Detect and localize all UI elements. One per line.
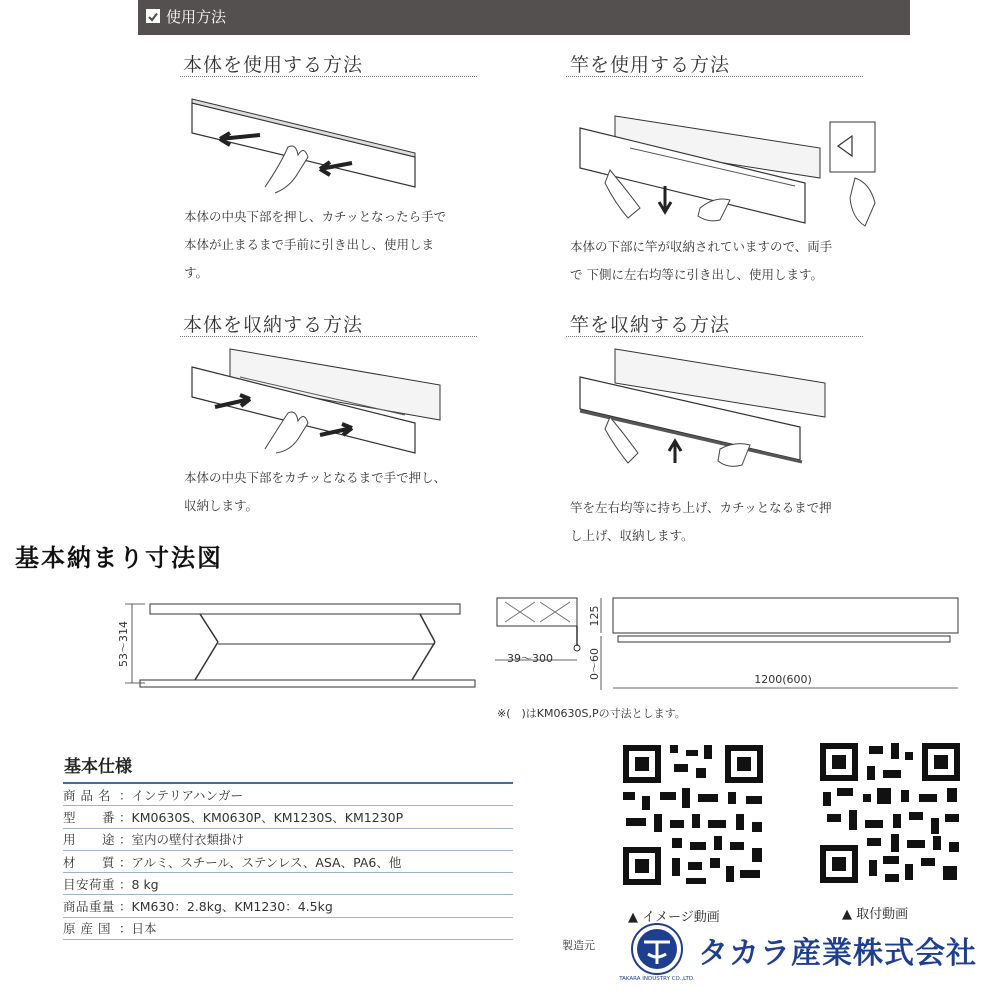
body-store-illustration [180, 345, 450, 455]
hand-icon [698, 199, 730, 221]
width-label: 1200(600) [754, 673, 812, 686]
hand-icon [718, 444, 750, 467]
table-row [63, 873, 513, 895]
spec-value: ：KM0630S、KM0630P、KM1230S、KM1230P [119, 806, 513, 828]
section-desc-body-use: 本体の中央下部を押し、カチッとなったら手で 本体が止まるまで手前に引き出し、使用しま す。 [184, 209, 447, 280]
section-desc-body-store: 本体の中央下部をカチッとなるまで手で押し、 収納します。 [184, 470, 447, 513]
spec-label: 用 途 [63, 828, 119, 850]
maker-label: 製造元 [562, 939, 595, 952]
section-divider [566, 336, 863, 337]
qr-code-image-video[interactable] [608, 730, 778, 900]
spec-value: ：インテリアハンガー [119, 783, 513, 806]
section-title-pole-store: 竿を収納する方法 [570, 314, 731, 336]
spec-value: ：室内の壁付衣類掛け [119, 828, 513, 850]
qr-caption-image-video: ▲ イメージ動画 [628, 910, 720, 925]
pole-use-illustration [570, 108, 880, 233]
spec-value: ：アルミ、スチール、ステンレス、ASA、PA6、他 [119, 850, 513, 872]
section-desc-pole-use: 本体の下部に竿が収納されていますので、両手 で 下側に左右均等に引き出し、使用します。 [570, 239, 833, 282]
spec-label: 商品重量 [63, 895, 119, 917]
table-row [63, 783, 513, 806]
table-row [63, 806, 513, 828]
front-dimension-drawing [588, 590, 968, 700]
section-divider [180, 336, 477, 337]
depth-range-label: 39〜300 [507, 652, 553, 665]
spec-table [63, 782, 513, 940]
pole-store-illustration [570, 345, 840, 475]
spec-title: 基本仕様 [64, 757, 132, 777]
body-use-illustration [180, 95, 430, 195]
table-row [63, 917, 513, 939]
spec-label: 原 産 国 [63, 917, 119, 939]
header-title: 使用方法 [166, 8, 227, 26]
spec-label: 材 質 [63, 850, 119, 872]
height-range-label: 53〜314 [117, 621, 130, 667]
company-name: タカラ産業株式会社 [698, 936, 977, 971]
company-logo [619, 920, 695, 982]
section-header-bar [138, 0, 910, 35]
table-row [63, 895, 513, 917]
top-height-label: 125 [588, 605, 601, 627]
section-title-body-store: 本体を収納する方法 [183, 314, 364, 336]
table-row [63, 850, 513, 872]
side-dimension-drawing [100, 590, 480, 700]
spec-label: 商 品 名 [63, 783, 119, 806]
table-row [63, 828, 513, 850]
dimension-note: ※( )はKM0630S,Pの寸法とします。 [497, 707, 686, 720]
hand-icon [265, 412, 308, 453]
section-divider [566, 76, 863, 77]
section-title-pole-use: 竿を使用する方法 [570, 54, 731, 76]
qr-code-install-video[interactable] [805, 728, 975, 898]
spec-label: 目安荷重 [63, 873, 119, 895]
spec-value: ：KM630：2.8kg、KM1230：4.5kg [119, 895, 513, 917]
spec-value: ：日本 [119, 917, 513, 939]
qr-caption-install-video: ▲ 取付動画 [842, 907, 909, 922]
checkbox-icon [146, 9, 160, 23]
hand-icon [265, 146, 308, 193]
spec-value: ：8 kg [119, 873, 513, 895]
section-desc-pole-store: 竿を左右均等に持ち上げ、カチッとなるまで押 し上げ、収納します。 [570, 500, 832, 543]
end-dimension-drawing [485, 590, 595, 670]
section-divider [180, 76, 477, 77]
dimension-title: 基本納まり寸法図 [15, 543, 223, 572]
svg-text:TAKARA INDUSTRY CO.,LTD.: TAKARA INDUSTRY CO.,LTD. [619, 976, 695, 982]
arrow-up-icon [669, 441, 681, 463]
spec-label: 型 番 [63, 806, 119, 828]
section-title-body-use: 本体を使用する方法 [183, 54, 364, 76]
bottom-range-label: 0〜60 [588, 648, 601, 680]
hand-icon [850, 178, 875, 226]
